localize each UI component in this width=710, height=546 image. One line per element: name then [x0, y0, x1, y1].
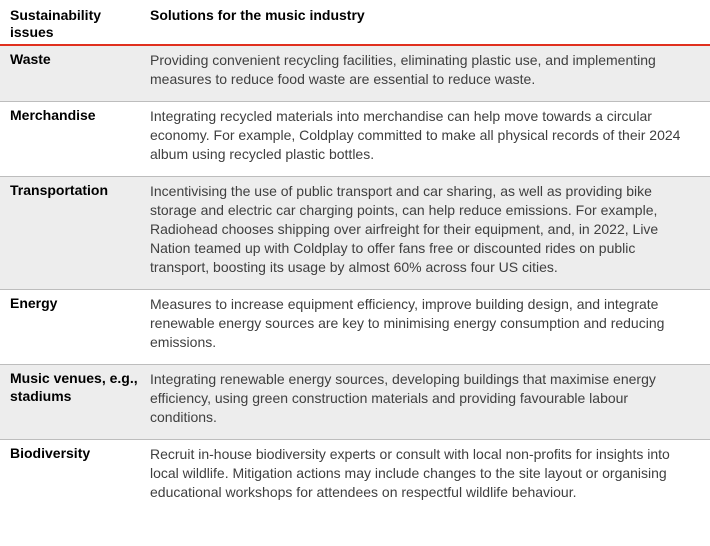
table-row-energy	[0, 289, 710, 364]
table-row-music-venues	[0, 364, 710, 439]
table-row-merchandise	[0, 101, 710, 176]
table-row-waste	[0, 46, 710, 101]
solution-cell: Integrating recycled materials into merchandise can help move towards a circular economy. For example, Coldplay committed to make all physical records of their 2024 album using recycled plastic bottles.	[150, 108, 681, 162]
issue-cell: Music venues, e.g., stadiums	[10, 370, 138, 404]
solution-cell: Incentivising the use of public transport and car sharing, as well as providing bike storage and electric car charging points, can help reduce emissions. For example, Radiohead chooses shipping over airfreight for their equipment, and, in 2022, Live Nation teamed up with Coldplay to offer fans free or discounted rides on public transport, boosting its usage by almost 60% across four US cities.	[150, 183, 659, 275]
table-row-transportation	[0, 176, 710, 289]
solution-cell: Recruit in-house biodiversity experts or consult with local non-profits for insights into local wildlife. Mitigation actions may include changes to the site layout or organising educational workshops for attendees on respectful wildlife behaviour.	[150, 446, 670, 500]
table-body	[0, 46, 710, 514]
issue-cell: Energy	[10, 295, 58, 311]
solution-cell: Measures to increase equipment efficiency, improve building design, and integrate renewable energy sources are key to minimising energy consumption and reducing emissions.	[150, 296, 665, 350]
table-header-row	[0, 0, 710, 46]
issue-cell: Transportation	[10, 182, 109, 198]
solution-cell: Providing convenient recycling facilities, eliminating plastic use, and implementing measures to reduce food waste are essential to reduce waste.	[150, 52, 656, 87]
issue-cell: Biodiversity	[10, 445, 91, 461]
issue-cell: Waste	[10, 51, 51, 67]
column-header-sustainability-issues: Sustainability issues	[10, 7, 102, 40]
solution-cell: Integrating renewable energy sources, developing buildings that maximise energy efficiency, using green construction materials and providing favourable labour conditions.	[150, 371, 656, 425]
table-row-biodiversity	[0, 439, 710, 514]
column-header-solutions: Solutions for the music industry	[150, 7, 365, 23]
issue-cell: Merchandise	[10, 107, 96, 123]
